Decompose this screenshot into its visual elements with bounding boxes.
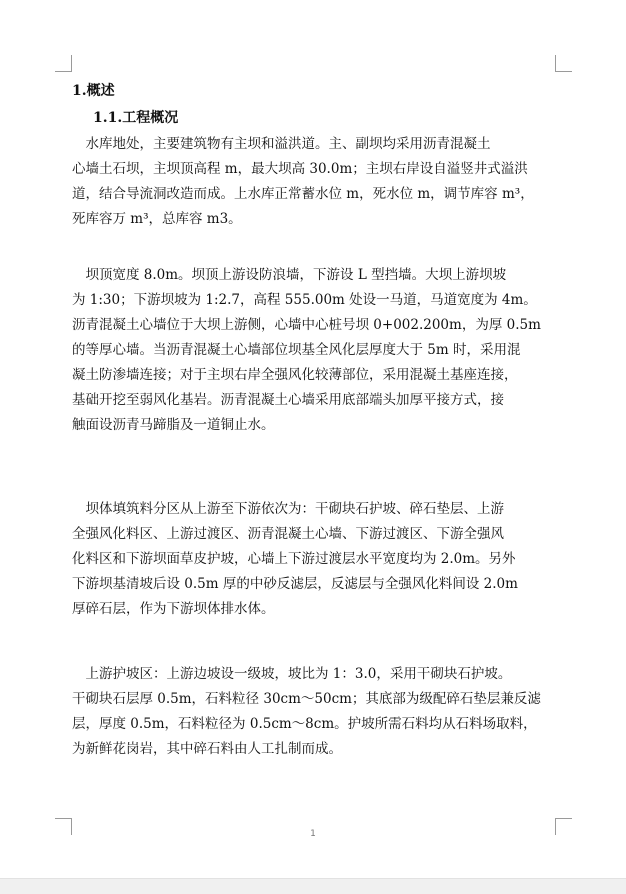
- paragraph-line: 全强风化料区、上游过渡区、沥青混凝土心墙、下游过渡区、下游全强风: [72, 526, 504, 542]
- paragraph-line: 干砌块石层厚 0.5m，石料粒径 30cm～50cm；其底部为级配碎石垫层兼反滤: [72, 691, 541, 707]
- paragraph-2: [72, 263, 562, 438]
- paragraph-line: 心墙土石坝，主坝顶高程 m，最大坝高 30.0m；主坝右岸设自溢竖井式溢洪: [72, 161, 528, 177]
- paragraph-line: 层，厚度 0.5m，石料粒径为 0.5cm～8cm。护坡所需石料均从石料场取料，: [72, 716, 537, 732]
- paragraph-3: [72, 497, 562, 622]
- page-number: 1: [310, 829, 316, 839]
- window-bottom-bar: [0, 878, 626, 894]
- paragraph-line: 基础开挖至弱风化基岩。沥青混凝土心墙采用底部端头加厚平接方式，接: [72, 392, 504, 408]
- heading-project-overview: 1.1.工程概况: [93, 110, 179, 126]
- paragraph-line: 坝体填筑料分区从上游至下游依次为：干砌块石护坡、碎石垫层、上游: [72, 501, 504, 517]
- paragraph-line: 凝土防渗墙连接；对于主坝右岸全强风化较薄部位，采用混凝土基座连接，: [72, 367, 518, 383]
- paragraph-line: 下游坝基清坡后设 0.5m 厚的中砂反滤层，反滤层与全强风化料间设 2.0m: [72, 576, 518, 592]
- paragraph-line: 上游护坡区：上游边坡设一级坡，坡比为 1：3.0，采用干砌块石护坡。: [72, 666, 512, 682]
- paragraph-line: 死库容万 m³，总库容 m3。: [72, 211, 242, 227]
- paragraph-line: 触面设沥青马蹄脂及一道铜止水。: [72, 417, 275, 433]
- crop-mark-top-right: [555, 55, 572, 72]
- paragraph-line: 为 1:30；下游坝坡为 1:2.7，高程 555.00m 处设一马道，马道宽度为 4m。: [72, 292, 537, 308]
- paragraph-line: 沥青混凝土心墙位于大坝上游侧，心墙中心桩号坝 0+002.200m，为厚 0.5m: [72, 317, 541, 333]
- paragraph-4: [72, 662, 562, 762]
- paragraph-line: 水库地处，主要建筑物有主坝和溢洪道。主、副坝均采用沥青混凝土: [72, 136, 491, 152]
- crop-mark-top-left: [55, 55, 72, 72]
- paragraph-line: 为新鲜花岗岩，其中碎石料由人工扎制而成。: [72, 741, 342, 757]
- paragraph-line: 厚碎石层，作为下游坝体排水体。: [72, 601, 275, 617]
- paragraph-line: 的等厚心墙。当沥青混凝土心墙部位坝基全风化层厚度大于 5m 时，采用混: [72, 342, 521, 358]
- heading-overview: 1.概述: [72, 83, 115, 99]
- paragraph-line: 化料区和下游坝面草皮护坡，心墙上下游过渡层水平宽度均为 2.0m。另外: [72, 551, 516, 567]
- paragraph-1: [72, 132, 562, 232]
- paragraph-line: 道，结合导流洞改造而成。上水库正常蓄水位 m，死水位 m，调节库容 m³，: [72, 186, 534, 202]
- paragraph-line: 坝顶宽度 8.0m。坝顶上游设防浪墙，下游设 L 型挡墙。大坝上游坝坡: [72, 267, 507, 283]
